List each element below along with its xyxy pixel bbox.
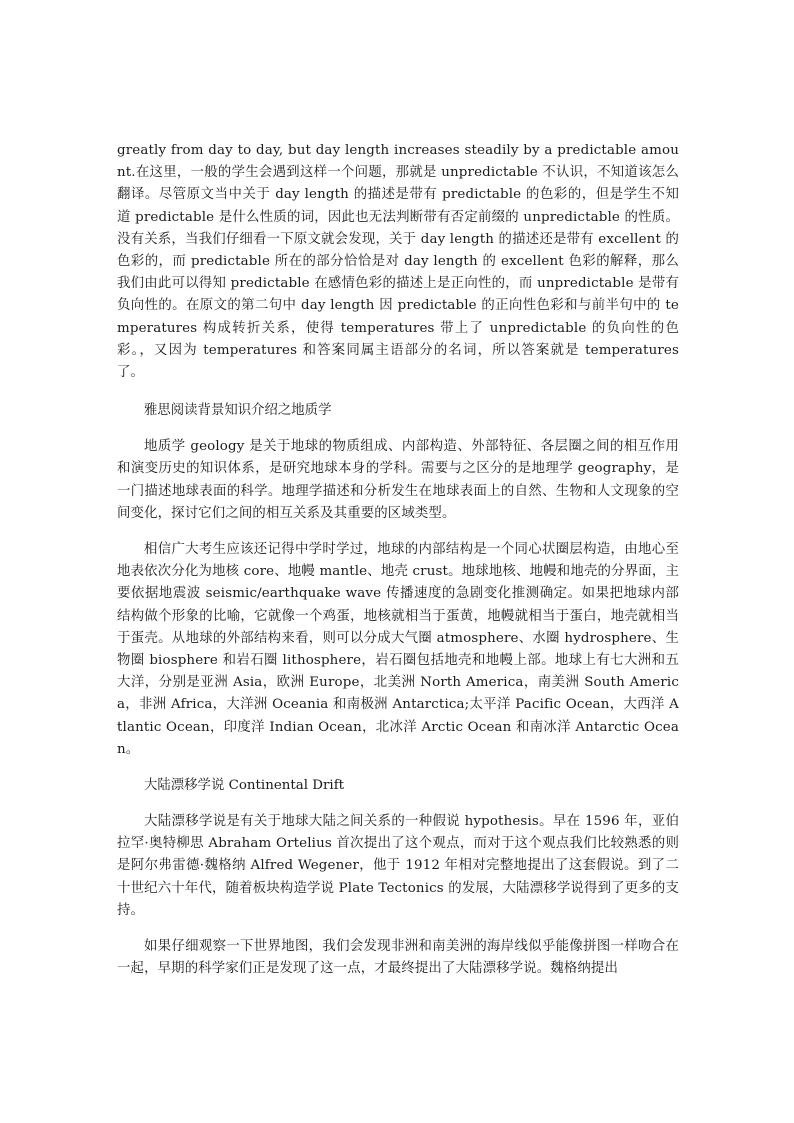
- paragraph-drift-history: 大陆漂移学说是有关于地球大陆之间关系的一种假说 hypothesis。早在 1596 年，亚伯拉罕·奥特柳思 Abraham Ortelius 首次提出了这个观点，而对于这个观点我们比较熟悉的则是阿尔弗雷德·魏格纳 Alfred Wegener，他于 1912 年相对完整地提出了这套假说。到了二十世纪六十年代，随着板块构造学说 Plate Tectonics 的发展，大陆漂移学说得到了更多的支持。: [117, 814, 679, 918]
- paragraph-geology-definition: 地质学 geology 是关于地球的物质组成、内部构造、外部特征、各层圈之间的相互作用和演变历史的知识体系，是研究地球本身的学科。需要与之区分的是地理学 geography，是一门描述地球表面的科学。地理学描述和分析发生在地球表面上的自然、生物和人文现象的空间变化，探讨它们之间的相互关系及其重要的区域类型。: [117, 439, 679, 521]
- section-heading-continental-drift: 大陆漂移学说 Continental Drift: [144, 778, 345, 794]
- paragraph-earth-structure: 相信广大考生应该还记得中学时学过，地球的内部结构是一个同心状圈层构造，由地心至地表依次分化为地核 core、地幔 mantle、地壳 crust。地球地核、地幔和地壳的分界面，主要依据地震波 seismic/earthquake wave 传播速度的急剧变化推测确定。如果把地球内部结构做个形象的比喻，它就像一个鸡蛋，地核就相当于蛋黄，地幔就相当于蛋白，地壳就相当于蛋壳。从地球的外部结构来看，则可以分成大气圈 atmosphere、水圈 hydrosphere、生物圈 biosphere 和岩石圈 lithosphere，岩石圈包括地壳和地幔上部。地球上有七大洲和五大洋，分别是亚洲 Asia，欧洲 Europe，北美洲 North America，南美洲 South America，非洲 Africa，大洋洲 Oceania 和南极洲 Antarctica;太平洋 Pacific Ocean，大西洋 Atlantic Ocean，印度洋 Indian Ocean，北冰洋 Arctic Ocean 和南冰洋 Antarctic Ocean。: [117, 542, 679, 757]
- section-heading-geology: 雅思阅读背景知识介绍之地质学: [144, 403, 332, 419]
- document-body: [117, 140, 679, 981]
- paragraph-predictable-analysis: greatly from day to day, but day length increases steadily by a predictable amount.在这里，一般的学生会遇到这样一个问题，那就是 unpredictable 不认识，不知道该怎么翻译。尽管原文当中关于 day length 的描述是带有 predictable 的色彩的，但是学生不知道 predictable 是什么性质的词，因此也无法判断带有否定前缀的 unpredictable 的性质。没有关系，当我们仔细看一下原文就会发现，关于 day length 的描述还是带有 excellent 的色彩的，而 predictable 所在的部分恰恰是对 day length 的 excellent 色彩的解释，那么我们由此可以得知 predictable 在感情色彩的描述上是正向性的，而 unpredictable 是带有负向性的。在原文的第二句中 day length 因 predictable 的正向性色彩和与前半句中的 temperatures 构成转折关系，使得 temperatures 带上了 unpredictable 的负向性的色彩。，又因为 temperatures 和答案同属主语部分的名词，所以答案就是 temperatures 了。: [117, 143, 679, 381]
- paragraph-world-map: 如果仔细观察一下世界地图，我们会发现非洲和南美洲的海岸线似乎能像拼图一样吻合在一起，早期的科学家们正是发现了这一点，才最终提出了大陆漂移学说。魏格纳提出: [117, 939, 679, 977]
